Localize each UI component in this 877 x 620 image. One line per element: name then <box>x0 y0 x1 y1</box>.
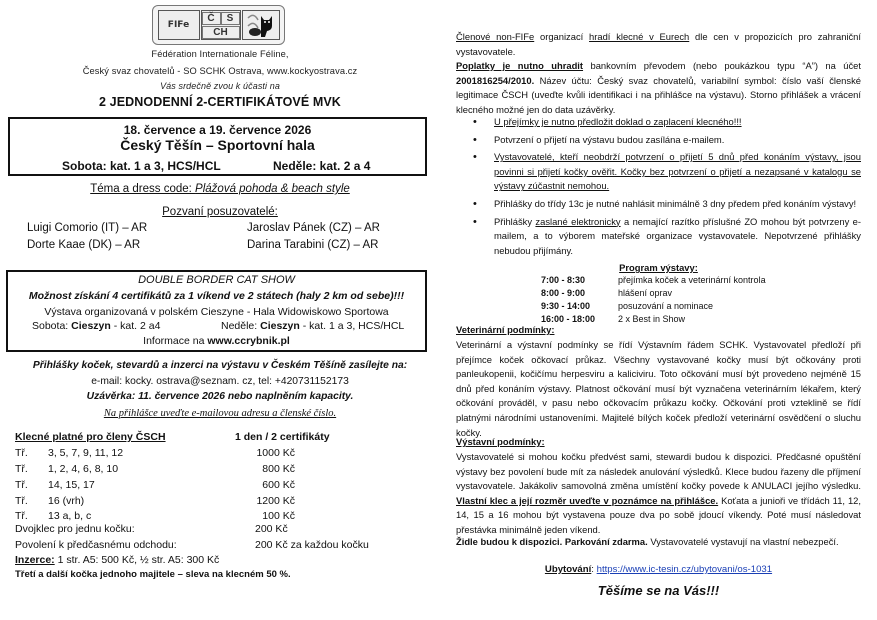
logo <box>152 5 285 45</box>
rules-list <box>456 115 861 261</box>
fees-column-header: 1 den / 2 certifikáty <box>235 431 330 443</box>
double-border-organizer: Výstava organizovaná v polském Cieszyne - Hala Widowiskowo Sportowa <box>44 306 389 318</box>
saturday-label: Sobota: <box>32 320 72 332</box>
program-time: 16:00 - 18:00 <box>541 314 596 324</box>
fife-logo-icon <box>158 10 200 40</box>
csch-letter: S <box>221 12 240 25</box>
rule-item <box>456 197 861 212</box>
euro-fee-note: hradí klecné v Eurech <box>589 31 690 42</box>
ads-label: Inzerce: <box>15 554 55 566</box>
text-span: Vystavovatelé vystavují na vlastní nebezpečí. <box>647 536 839 547</box>
non-fife-label: Členové non-FIFe <box>456 31 535 42</box>
theme-value: Plážová pohoda & beach style <box>195 183 350 195</box>
invitation-text: Vás srdečně zvou k účasti na <box>160 81 280 91</box>
csch-logo-icon <box>201 10 241 40</box>
fee-price: 1200 Kč <box>256 495 295 507</box>
judge-name: Luigi Comorio (IT) – AR <box>27 222 148 234</box>
ads-line <box>15 554 219 566</box>
rule-text: Vystavovatelé, kteří neobdrží potvrzení o přijetí 5 dnů před konáním výstavy, jsou povinni si přijetí kočky ověřit. Kočky bez potvrzení o přijetí a nezapsané v katalogu se výstavy zúčastnit nemohou. <box>494 151 861 192</box>
show-conditions-heading: Výstavní podmínky: <box>456 436 545 447</box>
double-border-box <box>6 270 427 352</box>
organizer-line-1: Fédération Internationale Féline, <box>151 49 289 59</box>
fee-extra-price: 200 Kč za každou kočku <box>255 539 369 551</box>
applications-note: Na přihlášce uveďte e-mailovou adresu a členské číslo. <box>103 408 337 419</box>
csch-letter: Č <box>202 12 221 25</box>
program-desc: 2 x Best in Show <box>618 314 686 324</box>
document-title: 2 JEDNODENNÍ 2-CERTIFIKÁTOVÉ MVK <box>99 95 341 109</box>
info-link[interactable]: www.ccrybnik.pl <box>207 335 290 347</box>
rule-text-underlined: zaslané elektronicky <box>535 215 621 227</box>
event-dates: 18. července a 19. července 2026 <box>123 123 312 137</box>
theme-label: Téma a dress code: <box>90 183 196 195</box>
program-desc: přejímka koček a veterinární kontrola <box>618 275 766 285</box>
sunday-categories: Neděle: kat. 2 a 4 <box>273 159 371 173</box>
fees-title: Klecné platné pro členy ČSCH <box>15 431 166 443</box>
fee-row <box>15 463 435 478</box>
rule-item <box>456 115 861 130</box>
cat-silhouette-icon <box>246 12 276 38</box>
fee-extra-row <box>15 539 435 551</box>
judge-name: Dorte Kaae (DK) – AR <box>27 239 141 251</box>
chairs-parking-note <box>456 535 861 550</box>
text-span: bankovním převodem (nebo poukázkou typu “A”) na účet <box>583 60 861 71</box>
rule-item <box>456 150 861 194</box>
theme-line <box>0 183 440 195</box>
payment-label: Poplatky je nutno uhradit <box>456 60 584 71</box>
double-border-info <box>8 335 425 347</box>
closing-message: Těšíme se na Vás!!! <box>597 583 720 598</box>
fee-price: 800 Kč <box>262 463 295 475</box>
fees-header <box>15 431 435 443</box>
judge-name: Jaroslav Pánek (CZ) – AR <box>247 222 380 234</box>
fee-class-label: Tř. <box>15 447 28 459</box>
rule-text: Přihlášky <box>494 215 536 227</box>
fee-classes: 13 a, b, c <box>48 510 92 522</box>
fee-class-label: Tř. <box>15 495 28 507</box>
saturday-categories: - kat. 2 a4 <box>110 320 161 332</box>
chairs-parking-bold: Židle budou k dispozici. Parkování zdarma. <box>456 536 648 547</box>
event-info-box <box>8 117 427 176</box>
payment-paragraph <box>456 59 861 117</box>
rule-item <box>456 215 861 259</box>
program-time: 9:30 - 14:00 <box>541 301 591 311</box>
program-time: 7:00 - 8:30 <box>541 275 586 285</box>
vet-conditions-text: Veterinární a výstavní podmínky se řídí Výstavním řádem SCHK. Vystavovatel předloží při přejímce koček očkovací průkaz. Všechny vystavované kočky musí být očkovány proti panleukopenii, kočičímu herpesviru a kaliciviru. Toto očkování musí být provedeno nejméně 15 dnů před konáním výstavy. Platnost očkování musí být vyznačena veterinárním lékařem, který očkování prováděl, v pasu nebo očkovacím průkazu kočky. Očkování proti vzteklině se řídí platnými národními ustanoveními. Majitelé bílých koček předloží veterinární osvědčení o sluchu kočky. <box>456 339 861 438</box>
sunday-categories: - kat. 1 a 3, HCS/HCL <box>299 320 405 332</box>
cat-icon <box>242 10 280 40</box>
fee-class-label: Tř. <box>15 463 28 475</box>
text-span: dle cen v propozicích pro zahraniční vystavovatele. <box>456 31 861 57</box>
fee-classes: 16 (vrh) <box>48 495 85 507</box>
rule-text: Potvrzení o přijetí na výstavu budou zasílána e-mailem. <box>494 133 725 145</box>
text-span: organizací <box>534 31 590 42</box>
text-span: Koťata a junioři ve třídách 11, 12, 14, 15 a 16 mohou být vystavena pouze dva po sobě jdoucí víkendy. Poté musí následovat přestávka minimálně jeden víkend. <box>456 494 862 535</box>
fee-price: 600 Kč <box>262 479 295 491</box>
info-label: Informace na <box>143 335 208 347</box>
sunday-label: Neděle: <box>221 320 261 332</box>
fee-extra-label: Povolení k předčasnému odchodu: <box>15 539 177 551</box>
applications-heading: Přihlášky koček, stevardů a inzerci na výstavu v Českém Těšíně zasílejte na: <box>32 360 408 371</box>
fee-extra-row <box>15 523 435 535</box>
accommodation-link[interactable]: https://www.ic-tesin.cz/ubytovani/os-1031 <box>596 564 773 575</box>
text-span: Název účtu: Český svaz chovatelů, variabilní symbol: číslo vaší členské legitimace ČSCH (uveďte kvůli identifikaci i na přihlášce na výstavu). Storno přihlášek a vrácení klecného možné jen do data uzávěrky. <box>456 74 861 115</box>
judges-heading: Pozvaní posuzovatelé: <box>162 206 278 218</box>
fee-classes: 14, 15, 17 <box>48 479 95 491</box>
text-span: : <box>591 564 597 575</box>
judge-name: Darina Tarabini (CZ) – AR <box>247 239 379 251</box>
sunday-city: Cieszyn <box>260 320 300 332</box>
non-fife-paragraph <box>456 30 861 59</box>
fee-classes: 1, 2, 4, 6, 8, 10 <box>48 463 119 475</box>
double-border-title: DOUBLE BORDER CAT SHOW <box>138 274 295 286</box>
program-heading: Program výstavy: <box>619 262 698 273</box>
applications-deadline: Uzávěrka: 11. července 2026 nebo naplněním kapacity. <box>86 391 354 402</box>
program-desc: hlášení oprav <box>618 288 673 298</box>
fee-row <box>15 495 435 510</box>
event-venue: Český Těšín – Sportovní hala <box>120 137 315 153</box>
program-time: 8:00 - 9:00 <box>541 288 586 298</box>
ads-prices: 1 str. A5: 500 Kč, ½ str. A5: 300 Kč <box>54 554 220 566</box>
double-border-sunday <box>221 320 404 332</box>
fee-price: 1000 Kč <box>256 447 295 459</box>
program-desc: posuzování a nominace <box>618 301 714 311</box>
csch-letter: CH <box>202 26 240 39</box>
fee-classes: 3, 5, 7, 9, 11, 12 <box>48 447 124 459</box>
applications-contact: e-mail: kocky. ostrava@seznam. cz, tel: +420731152173 <box>91 376 349 387</box>
accommodation-line <box>456 564 861 575</box>
accommodation-label: Ubytování <box>544 564 592 575</box>
organizer-line-2: Český svaz chovatelů - SO SCHK Ostrava, www.kockyostrava.cz <box>82 66 358 76</box>
own-cage-note: Vlastní klec a její rozměr uveďte v poznámce na přihlášce. <box>456 494 719 506</box>
double-border-saturday <box>32 320 160 332</box>
saturday-city: Cieszyn <box>71 320 111 332</box>
discount-note: Třetí a další kočka jednoho majitele – sleva na klecném 50 %. <box>15 569 291 580</box>
fee-row <box>15 447 435 462</box>
fife-logo-text: FIFe <box>167 20 190 30</box>
rule-text: U přejímky je nutno předložit doklad o zaplacení klecného!!! <box>494 116 742 127</box>
fee-class-label: Tř. <box>15 479 28 491</box>
bank-account: 2001816254/2010. <box>456 74 535 86</box>
saturday-categories: Sobota: kat. 1 a 3, HCS/HCL <box>62 159 221 173</box>
fee-extra-price: 200 Kč <box>255 523 288 535</box>
rule-item <box>456 133 861 148</box>
fee-class-label: Tř. <box>15 510 28 522</box>
text-span: Vystavovatelé si mohou kočku předvést sami, stewardi budou k dispozici. Předčasné opuštění výstavy bez povolení bude mít za následek anulování výsledků. Klece budou řazeny dle příjmení vystavovatele. Jakákoliv samovolná změna umístění kočky povede k ANULACI jejího výsledku. <box>456 451 861 492</box>
rule-text: a nemající razítko příslušné ZO mohou být potvrzeny e-mailem, a to výborem mateřské organizace vystavovatele. Nepotvrzené přihlášky nebudou přijímány. <box>494 215 862 256</box>
double-border-possibility: Možnost získání 4 certifikátů za 1 víkend ve 2 státech (haly 2 km od sebe)!!! <box>28 290 405 302</box>
fee-price: 100 Kč <box>262 510 295 522</box>
show-conditions-text <box>456 450 861 538</box>
fee-row <box>15 479 435 494</box>
vet-conditions-heading: Veterinární podmínky: <box>456 324 555 335</box>
rule-text: Přihlášky do třídy 13c je nutné nahlásit minimálně 3 dny předem před konáním výstavy! <box>494 197 857 209</box>
fee-extra-label: Dvojklec pro jednu kočku: <box>15 523 135 535</box>
